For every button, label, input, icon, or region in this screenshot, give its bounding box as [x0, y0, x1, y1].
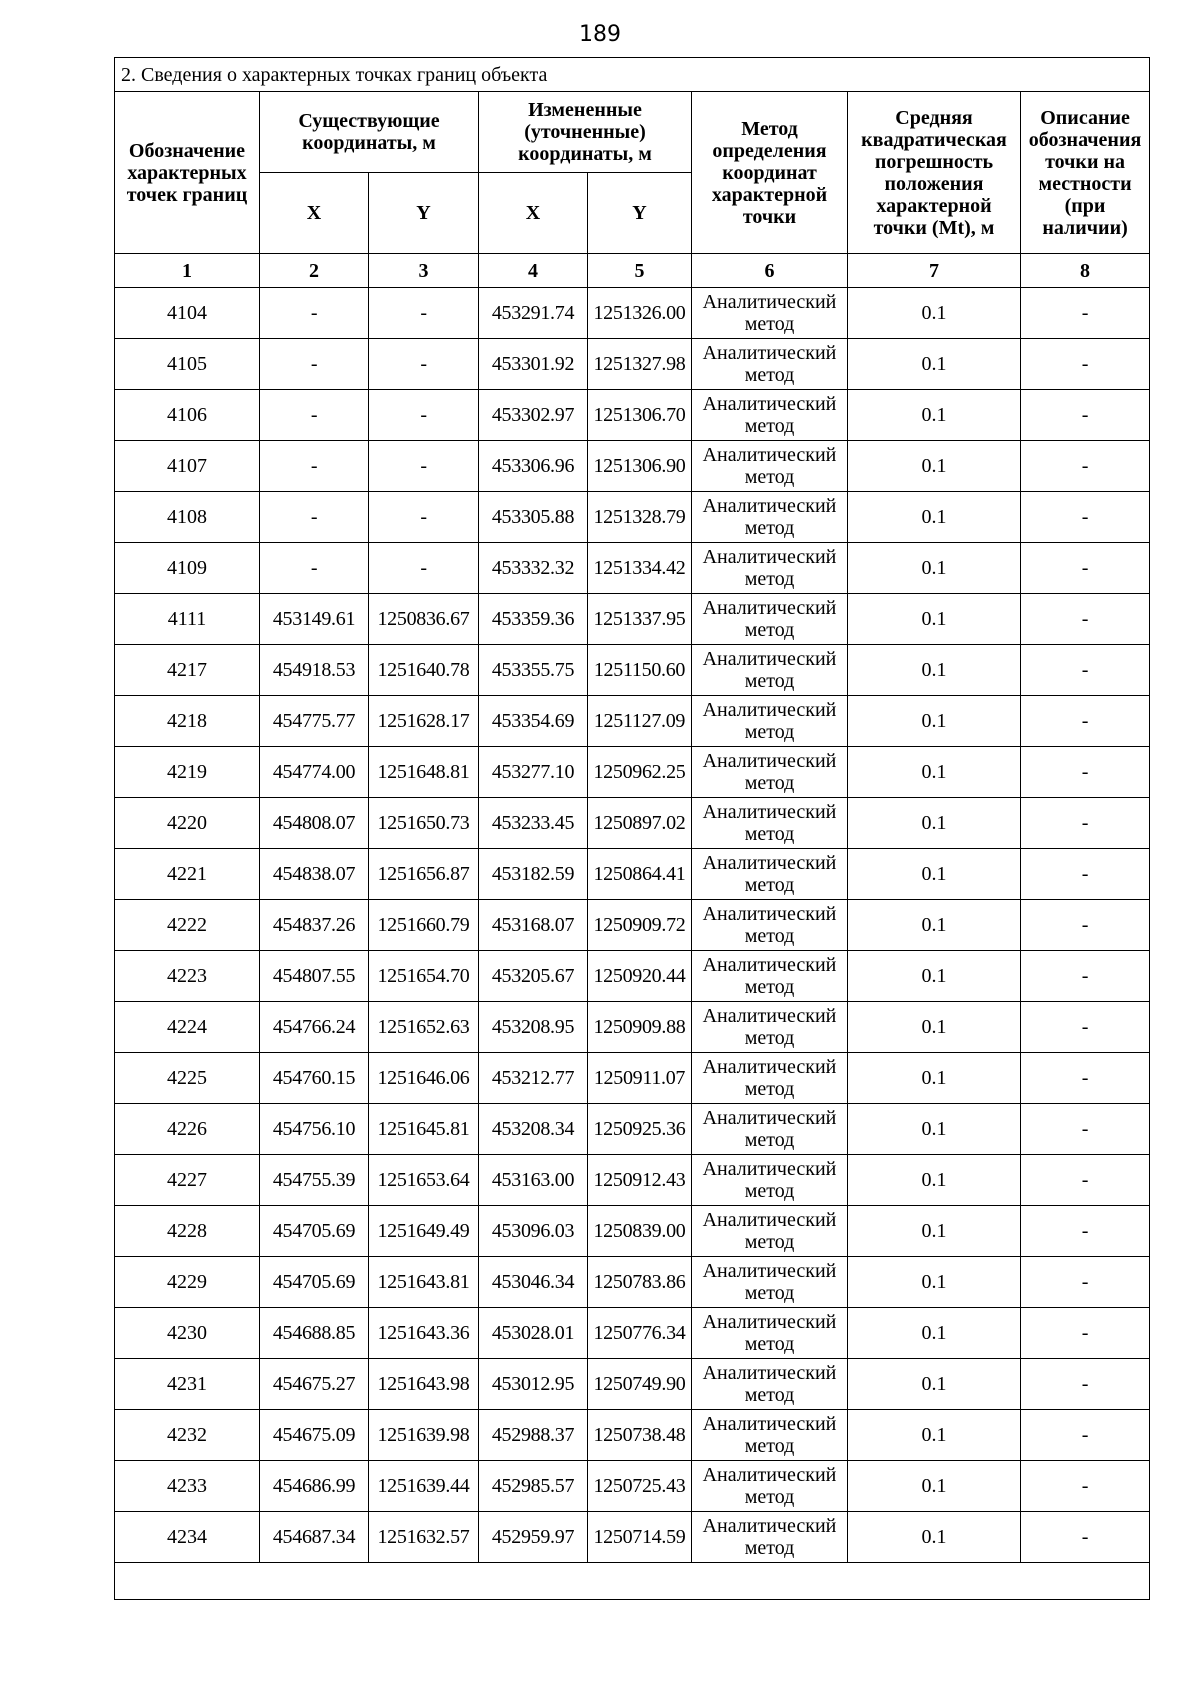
error-cell: 0.1: [848, 747, 1021, 798]
column-number: 2: [260, 254, 369, 288]
description-cell: -: [1021, 1104, 1150, 1155]
existing-y-cell: 1251646.06: [369, 1053, 479, 1104]
point-cell: 4227: [115, 1155, 260, 1206]
table-row: [115, 543, 1150, 594]
point-cell: 4219: [115, 747, 260, 798]
point-cell: 4217: [115, 645, 260, 696]
changed-x-cell: 453301.92: [479, 339, 588, 390]
section-title: 2. Сведения о характерных точках границ объекта: [115, 58, 1150, 92]
description-cell: -: [1021, 594, 1150, 645]
error-cell: 0.1: [848, 951, 1021, 1002]
description-cell: -: [1021, 441, 1150, 492]
changed-x-cell: 453233.45: [479, 798, 588, 849]
description-cell: -: [1021, 696, 1150, 747]
description-cell: -: [1021, 1206, 1150, 1257]
point-cell: 4224: [115, 1002, 260, 1053]
table-row: [115, 1257, 1150, 1308]
table-row: [115, 1053, 1150, 1104]
column-number: 8: [1021, 254, 1150, 288]
table-row: [115, 339, 1150, 390]
existing-y-cell: 1251653.64: [369, 1155, 479, 1206]
error-cell: 0.1: [848, 1155, 1021, 1206]
changed-y-cell: 1250909.72: [588, 900, 692, 951]
description-cell: -: [1021, 1410, 1150, 1461]
point-cell: 4230: [115, 1308, 260, 1359]
changed-y-cell: 1251334.42: [588, 543, 692, 594]
existing-x-cell: 453149.61: [260, 594, 369, 645]
existing-x-cell: -: [260, 339, 369, 390]
existing-x-cell: 454807.55: [260, 951, 369, 1002]
changed-y-cell: 1251326.00: [588, 288, 692, 339]
method-cell: Аналитический метод: [692, 1410, 848, 1461]
existing-x-cell: 454705.69: [260, 1206, 369, 1257]
table-row: [115, 1104, 1150, 1155]
changed-x-cell: 453163.00: [479, 1155, 588, 1206]
point-cell: 4231: [115, 1359, 260, 1410]
changed-x-cell: 453168.07: [479, 900, 588, 951]
column-number: 7: [848, 254, 1021, 288]
point-cell: 4109: [115, 543, 260, 594]
existing-y-cell: 1251639.44: [369, 1461, 479, 1512]
error-cell: 0.1: [848, 1002, 1021, 1053]
changed-y-cell: 1251306.90: [588, 441, 692, 492]
existing-y-cell: 1250836.67: [369, 594, 479, 645]
method-cell: Аналитический метод: [692, 339, 848, 390]
point-cell: 4218: [115, 696, 260, 747]
description-cell: -: [1021, 1461, 1150, 1512]
point-cell: 4228: [115, 1206, 260, 1257]
existing-x-cell: 454760.15: [260, 1053, 369, 1104]
description-cell: -: [1021, 645, 1150, 696]
existing-y-cell: 1251650.73: [369, 798, 479, 849]
description-cell: -: [1021, 900, 1150, 951]
error-cell: 0.1: [848, 1512, 1021, 1563]
method-cell: Аналитический метод: [692, 441, 848, 492]
point-cell: 4234: [115, 1512, 260, 1563]
existing-x-cell: 454774.00: [260, 747, 369, 798]
changed-x-cell: 452959.97: [479, 1512, 588, 1563]
error-cell: 0.1: [848, 1206, 1021, 1257]
changed-y-cell: 1250839.00: [588, 1206, 692, 1257]
changed-y-cell: 1250909.88: [588, 1002, 692, 1053]
method-cell: Аналитический метод: [692, 594, 848, 645]
method-cell: Аналитический метод: [692, 1206, 848, 1257]
error-cell: 0.1: [848, 1053, 1021, 1104]
point-cell: 4222: [115, 900, 260, 951]
changed-x-cell: 453012.95: [479, 1359, 588, 1410]
table-row: [115, 747, 1150, 798]
error-cell: 0.1: [848, 339, 1021, 390]
existing-x-cell: -: [260, 390, 369, 441]
changed-x-cell: 453291.74: [479, 288, 588, 339]
changed-y-cell: 1251127.09: [588, 696, 692, 747]
existing-x-cell: -: [260, 492, 369, 543]
table-row: [115, 1002, 1150, 1053]
header-existing-y: Y: [369, 173, 479, 254]
point-cell: 4111: [115, 594, 260, 645]
existing-y-cell: 1251648.81: [369, 747, 479, 798]
existing-x-cell: 454687.34: [260, 1512, 369, 1563]
description-cell: -: [1021, 1308, 1150, 1359]
existing-y-cell: -: [369, 492, 479, 543]
point-cell: 4220: [115, 798, 260, 849]
table-row: [115, 951, 1150, 1002]
header-changed-coords: Измененные (уточненные) координаты, м: [479, 92, 692, 173]
existing-x-cell: 454775.77: [260, 696, 369, 747]
changed-y-cell: 1251328.79: [588, 492, 692, 543]
header-changed-y: Y: [588, 173, 692, 254]
description-cell: -: [1021, 1257, 1150, 1308]
table-row: [115, 1512, 1150, 1563]
blank-cell: [115, 1563, 1150, 1600]
changed-x-cell: 453332.32: [479, 543, 588, 594]
changed-y-cell: 1250738.48: [588, 1410, 692, 1461]
error-cell: 0.1: [848, 543, 1021, 594]
point-cell: 4105: [115, 339, 260, 390]
existing-y-cell: 1251660.79: [369, 900, 479, 951]
column-number: 6: [692, 254, 848, 288]
existing-x-cell: 454918.53: [260, 645, 369, 696]
header-method: Метод определения координат характерной точки: [692, 92, 848, 254]
changed-y-cell: 1250714.59: [588, 1512, 692, 1563]
changed-x-cell: 452988.37: [479, 1410, 588, 1461]
existing-y-cell: 1251639.98: [369, 1410, 479, 1461]
changed-y-cell: 1250912.43: [588, 1155, 692, 1206]
table-row: [115, 696, 1150, 747]
existing-y-cell: 1251632.57: [369, 1512, 479, 1563]
method-cell: Аналитический метод: [692, 849, 848, 900]
point-cell: 4106: [115, 390, 260, 441]
existing-x-cell: 454755.39: [260, 1155, 369, 1206]
error-cell: 0.1: [848, 1308, 1021, 1359]
existing-y-cell: -: [369, 441, 479, 492]
table-row: [115, 1155, 1150, 1206]
method-cell: Аналитический метод: [692, 1461, 848, 1512]
error-cell: 0.1: [848, 900, 1021, 951]
existing-x-cell: -: [260, 288, 369, 339]
changed-y-cell: 1250897.02: [588, 798, 692, 849]
existing-x-cell: 454705.69: [260, 1257, 369, 1308]
existing-y-cell: 1251628.17: [369, 696, 479, 747]
changed-y-cell: 1251306.70: [588, 390, 692, 441]
method-cell: Аналитический метод: [692, 288, 848, 339]
table-row: [115, 1461, 1150, 1512]
error-cell: 0.1: [848, 390, 1021, 441]
error-cell: 0.1: [848, 696, 1021, 747]
changed-y-cell: 1250725.43: [588, 1461, 692, 1512]
point-cell: 4225: [115, 1053, 260, 1104]
changed-y-cell: 1251337.95: [588, 594, 692, 645]
method-cell: Аналитический метод: [692, 1359, 848, 1410]
method-cell: Аналитический метод: [692, 900, 848, 951]
column-number: 4: [479, 254, 588, 288]
point-cell: 4107: [115, 441, 260, 492]
error-cell: 0.1: [848, 1359, 1021, 1410]
existing-x-cell: 454837.26: [260, 900, 369, 951]
table-row: [115, 798, 1150, 849]
point-cell: 4233: [115, 1461, 260, 1512]
error-cell: 0.1: [848, 492, 1021, 543]
changed-y-cell: 1250920.44: [588, 951, 692, 1002]
existing-y-cell: -: [369, 288, 479, 339]
method-cell: Аналитический метод: [692, 1104, 848, 1155]
point-cell: 4108: [115, 492, 260, 543]
changed-x-cell: 453355.75: [479, 645, 588, 696]
method-cell: Аналитический метод: [692, 1002, 848, 1053]
existing-x-cell: -: [260, 441, 369, 492]
existing-x-cell: 454808.07: [260, 798, 369, 849]
table-row: [115, 288, 1150, 339]
changed-y-cell: 1251327.98: [588, 339, 692, 390]
changed-x-cell: 453096.03: [479, 1206, 588, 1257]
table-row: [115, 645, 1150, 696]
error-cell: 0.1: [848, 798, 1021, 849]
changed-x-cell: 453359.36: [479, 594, 588, 645]
description-cell: -: [1021, 1002, 1150, 1053]
changed-y-cell: 1251150.60: [588, 645, 692, 696]
error-cell: 0.1: [848, 1257, 1021, 1308]
column-number: 3: [369, 254, 479, 288]
changed-x-cell: 453208.95: [479, 1002, 588, 1053]
method-cell: Аналитический метод: [692, 1053, 848, 1104]
existing-x-cell: 454686.99: [260, 1461, 369, 1512]
method-cell: Аналитический метод: [692, 747, 848, 798]
description-cell: -: [1021, 849, 1150, 900]
description-cell: -: [1021, 951, 1150, 1002]
method-cell: Аналитический метод: [692, 1512, 848, 1563]
method-cell: Аналитический метод: [692, 696, 848, 747]
description-cell: -: [1021, 747, 1150, 798]
existing-y-cell: 1251652.63: [369, 1002, 479, 1053]
table-row: [115, 900, 1150, 951]
existing-y-cell: 1251643.81: [369, 1257, 479, 1308]
description-cell: -: [1021, 492, 1150, 543]
existing-x-cell: 454675.27: [260, 1359, 369, 1410]
error-cell: 0.1: [848, 849, 1021, 900]
changed-x-cell: 453046.34: [479, 1257, 588, 1308]
changed-y-cell: 1250783.86: [588, 1257, 692, 1308]
header-error: Средняя квадратическая погрешность положения характерной точки (Mt), м: [848, 92, 1021, 254]
changed-x-cell: 453208.34: [479, 1104, 588, 1155]
changed-x-cell: 453212.77: [479, 1053, 588, 1104]
point-cell: 4223: [115, 951, 260, 1002]
changed-x-cell: 452985.57: [479, 1461, 588, 1512]
column-number: 1: [115, 254, 260, 288]
header-changed-x: X: [479, 173, 588, 254]
page-number: 189: [579, 22, 621, 47]
existing-x-cell: 454688.85: [260, 1308, 369, 1359]
changed-x-cell: 453302.97: [479, 390, 588, 441]
changed-y-cell: 1250962.25: [588, 747, 692, 798]
point-cell: 4232: [115, 1410, 260, 1461]
changed-y-cell: 1250864.41: [588, 849, 692, 900]
table-row: [115, 849, 1150, 900]
existing-x-cell: 454766.24: [260, 1002, 369, 1053]
table-blank-row: [115, 1563, 1150, 1600]
table-row: [115, 1359, 1150, 1410]
description-cell: -: [1021, 339, 1150, 390]
header-point-designation: Обозначение характерных точек границ: [115, 92, 260, 254]
boundary-points-table: [114, 57, 1150, 1600]
changed-y-cell: 1250911.07: [588, 1053, 692, 1104]
table-row: [115, 441, 1150, 492]
table-row: [115, 1206, 1150, 1257]
description-cell: -: [1021, 390, 1150, 441]
existing-y-cell: 1251640.78: [369, 645, 479, 696]
method-cell: Аналитический метод: [692, 798, 848, 849]
table-row: [115, 1410, 1150, 1461]
changed-y-cell: 1250925.36: [588, 1104, 692, 1155]
description-cell: -: [1021, 1359, 1150, 1410]
existing-x-cell: 454675.09: [260, 1410, 369, 1461]
existing-y-cell: 1251643.98: [369, 1359, 479, 1410]
error-cell: 0.1: [848, 645, 1021, 696]
method-cell: Аналитический метод: [692, 645, 848, 696]
error-cell: 0.1: [848, 1461, 1021, 1512]
existing-y-cell: 1251643.36: [369, 1308, 479, 1359]
changed-x-cell: 453277.10: [479, 747, 588, 798]
existing-y-cell: 1251645.81: [369, 1104, 479, 1155]
changed-y-cell: 1250749.90: [588, 1359, 692, 1410]
point-cell: 4229: [115, 1257, 260, 1308]
existing-x-cell: -: [260, 543, 369, 594]
changed-x-cell: 453182.59: [479, 849, 588, 900]
existing-y-cell: -: [369, 390, 479, 441]
table-row: [115, 390, 1150, 441]
existing-y-cell: -: [369, 339, 479, 390]
error-cell: 0.1: [848, 441, 1021, 492]
table-body: [115, 288, 1150, 1600]
changed-x-cell: 453354.69: [479, 696, 588, 747]
method-cell: Аналитический метод: [692, 951, 848, 1002]
table-row: [115, 1308, 1150, 1359]
point-cell: 4226: [115, 1104, 260, 1155]
column-number: 5: [588, 254, 692, 288]
method-cell: Аналитический метод: [692, 1155, 848, 1206]
description-cell: -: [1021, 1155, 1150, 1206]
description-cell: -: [1021, 1512, 1150, 1563]
method-cell: Аналитический метод: [692, 492, 848, 543]
error-cell: 0.1: [848, 1410, 1021, 1461]
table-row: [115, 594, 1150, 645]
existing-y-cell: 1251649.49: [369, 1206, 479, 1257]
method-cell: Аналитический метод: [692, 390, 848, 441]
point-cell: 4221: [115, 849, 260, 900]
description-cell: -: [1021, 543, 1150, 594]
error-cell: 0.1: [848, 1104, 1021, 1155]
method-cell: Аналитический метод: [692, 1308, 848, 1359]
existing-y-cell: 1251654.70: [369, 951, 479, 1002]
header-existing-coords: Существующие координаты, м: [260, 92, 479, 173]
header-description: Описание обозначения точки на местности (при наличии): [1021, 92, 1150, 254]
existing-y-cell: -: [369, 543, 479, 594]
existing-y-cell: 1251656.87: [369, 849, 479, 900]
existing-x-cell: 454838.07: [260, 849, 369, 900]
description-cell: -: [1021, 288, 1150, 339]
error-cell: 0.1: [848, 288, 1021, 339]
changed-x-cell: 453305.88: [479, 492, 588, 543]
table-row: [115, 492, 1150, 543]
description-cell: -: [1021, 798, 1150, 849]
changed-y-cell: 1250776.34: [588, 1308, 692, 1359]
changed-x-cell: 453306.96: [479, 441, 588, 492]
point-cell: 4104: [115, 288, 260, 339]
existing-x-cell: 454756.10: [260, 1104, 369, 1155]
method-cell: Аналитический метод: [692, 1257, 848, 1308]
description-cell: -: [1021, 1053, 1150, 1104]
changed-x-cell: 453028.01: [479, 1308, 588, 1359]
error-cell: 0.1: [848, 594, 1021, 645]
changed-x-cell: 453205.67: [479, 951, 588, 1002]
method-cell: Аналитический метод: [692, 543, 848, 594]
header-existing-x: X: [260, 173, 369, 254]
